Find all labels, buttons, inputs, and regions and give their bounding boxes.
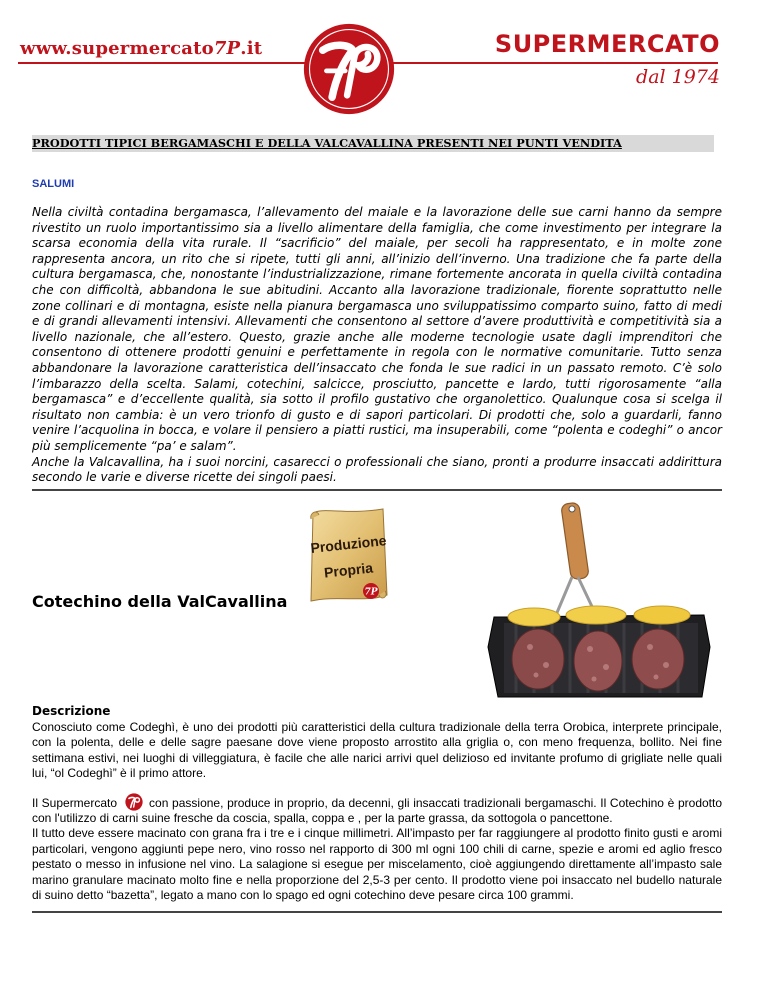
badge-line2: Propria xyxy=(323,559,374,581)
brand-since: dal 1974 xyxy=(636,66,720,88)
intro-paragraph: Nella civiltà contadina bergamasca, l’allevamento del maiale e la lavorazione delle sue carni hanno da sempre rivestito un ruolo importantissimo sia a livello alimentare della famiglia, che come investimento per integrare la scarsa economia della vita rurale. Il “sacrificio” del maiale, per secoli ha rappresentato, e in molte zone rappresenta ancora, un rito che si ripete, tutti gli anni, all’inizio dell’inverno. Una tradizione che fa parte della cultura bergamasca, che, nonostante l’industrializzazione, rimane fortemente ancorata in quella civiltà contadina che con difficoltà, abbandona le sue abitudini. Accanto alla lavorazione tradizionale, fiorente soprattutto nelle zone collinari e di montagna, esiste nella pianura bergamasca uno sviluppatissimo comparto suino, fatto di medi e di grandi allevamenti intensivi. Allevamenti che consentono al settore d’avere produttività e competitività sia a livello nazionale, che all’estero. Questo, grazie anche alle moderne tecnologie usate dagli imprenditori che consentono di ottenere prodotti genuini e perfettamente in regola con le normative comunitarie. Tutto senza abbandonare la lavorazione caratteristica dell’insaccato che fonda le sue radici in un passato remoto. C’è solo l’imbarazzo della scelta. Salami, cotechini, salcicce, prosciutto, pancette e lardo, tutti rigorosamente “alla bergamasca” e d’eccellente qualità, sia sotto il profilo gustativo che organolettico. Qualunque cosa si scelga il risultato non cambia: è un vero trionfo di gusto e di sapori particolari. Di prodotti che, solo a guardarli, fanno venire l’acquolina in bocca, e volare il pensiero a piatti rustici, ma insuperabili, come “polenta e codeghi” o ancor più semplicemente “pa’ e salam”. xyxy=(32,205,722,453)
intro-text xyxy=(32,205,722,486)
badge-line1: Produzione xyxy=(309,532,388,556)
7p-logo-icon xyxy=(302,22,396,116)
description-text-after-logo: con passione, produce in proprio, da decenni, gli insaccati tradizionali bergamaschi. Il Cotechino è prodotto con l'utilizzo di carni suine fresche da coscia, spalla, coppa e , per la parte grassa, da sottogola o pancettone. xyxy=(32,795,723,826)
description-heading: Descrizione xyxy=(32,704,111,718)
site-url-prefix: www.supermercato xyxy=(20,38,214,59)
description-paragraph: Conosciuto come Codeghì, è uno dei prodotti più caratteristici della cultura tradizionale della terra Orobica, interprete principale, con la polenta, delle e delle sagre paesane dove viene proposto arrostito alla griglia o, con meno frequenza, bollito. Nei fine settimana estivi, nei luoghi di villeggiatura, è facile che alle narici arrivi quel delizioso ed invitante profumo di grigliate nelle quali lui, “ol Codeghì” è il primo attore. xyxy=(32,720,722,781)
intro-paragraph: Anche la Valcavallina, ha i suoi norcini, casarecci o professionali che siano, pronti a produrre insaccati addirittura secondo le varie e diverse ricette dei singoli paesi. xyxy=(32,454,722,485)
description-paragraph: Il tutto deve essere macinato con grana fra i tre e i cinque millimetri. All’impasto per far raggiungere al prodotto finito gusti e aromi particolari, vengono aggiunti pepe nero, vino rosso nel rapporto di 300 ml ogni 100 chili di carne, spezie e aromi ed aglio fresco pestato o messo in infusione nel vino. La salagione si esegue per miscelamento, cioè aggiungendo direttamente all’impasto sale marino granulare macinato molto fine e nella proporzione del 2,5-3 per cento. Il prodotto viene poi insaccato nel budello naturale di suino detto “bazetta”, legato a mano con lo spago ed ogni cotechino deve pesare circa 100 grammi. xyxy=(32,826,722,903)
description-paragraph xyxy=(32,793,722,827)
section-divider xyxy=(32,489,722,491)
description-text xyxy=(32,720,722,903)
grill-pan-cotechino-image xyxy=(486,497,712,699)
badge-mark: 7P xyxy=(364,587,378,598)
site-url[interactable] xyxy=(20,38,262,59)
site-url-suffix: .it xyxy=(240,38,263,59)
category-label: SALUMI xyxy=(32,178,75,190)
produzione-propria-badge xyxy=(307,505,390,605)
7p-logo-icon xyxy=(123,793,145,811)
product-title: Cotechino della ValCavallina xyxy=(32,592,288,611)
site-url-mark: 7P xyxy=(213,38,241,59)
section-title: PRODOTTI TIPICI BERGAMASCHI E DELLA VALCAVALLINA PRESENTI NEI PUNTI VENDITA xyxy=(32,135,714,152)
brand-name: SUPERMERCATO xyxy=(494,30,720,58)
section-divider xyxy=(32,911,722,913)
description-text-before-logo: Il Supermercato xyxy=(32,795,118,810)
